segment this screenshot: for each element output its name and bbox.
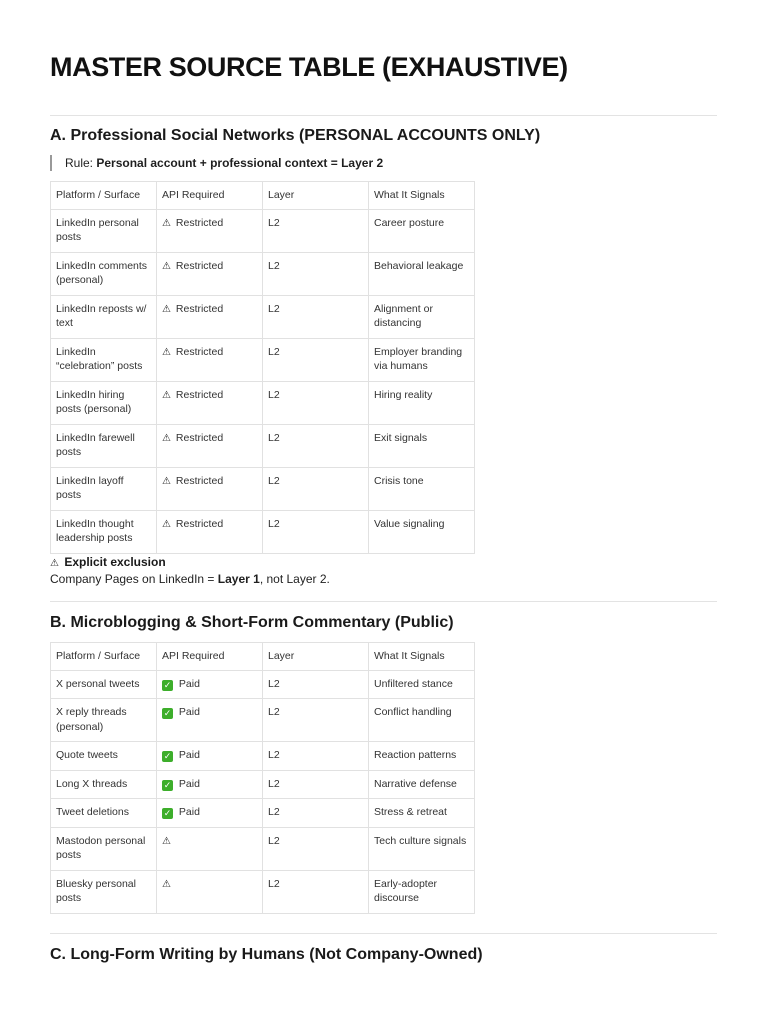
api-cell <box>157 338 263 381</box>
layer-cell: L2 <box>263 252 369 295</box>
warning-triangle-icon: ⚠ <box>162 835 171 847</box>
column-header: Platform / Surface <box>51 643 157 671</box>
table-row <box>51 742 475 771</box>
green-check-icon: ✓ <box>163 808 172 818</box>
platform-cell: Long X threads <box>51 770 157 799</box>
layer-cell: L2 <box>263 381 369 424</box>
layer-cell: L2 <box>263 699 369 742</box>
api-text: Restricted <box>175 345 224 358</box>
api-cell <box>157 252 263 295</box>
column-header: API Required <box>157 643 263 671</box>
layer-cell: L2 <box>263 209 369 252</box>
section-b-heading: B. Microblogging & Short-Form Commentary (Public) <box>50 614 454 631</box>
column-header: Layer <box>263 182 369 210</box>
api-cell <box>157 467 263 510</box>
platform-cell: LinkedIn reposts w/ text <box>51 295 157 338</box>
layer-cell: L2 <box>263 510 369 553</box>
table-row <box>51 699 475 742</box>
api-cell <box>157 770 263 799</box>
table-header-row <box>51 643 475 671</box>
layer-cell: L2 <box>263 424 369 467</box>
api-text: Restricted <box>175 474 224 487</box>
api-text: Restricted <box>175 431 224 444</box>
platform-cell: Quote tweets <box>51 742 157 771</box>
warning-triangle-icon: ⚠ <box>50 558 59 569</box>
api-cell <box>157 510 263 553</box>
signal-cell: Tech culture signals <box>369 827 475 870</box>
signal-cell: Career posture <box>369 209 475 252</box>
platform-cell: LinkedIn hiring posts (personal) <box>51 381 157 424</box>
table-row <box>51 252 475 295</box>
warning-triangle-icon: ⚠ <box>162 303 171 315</box>
api-text: Paid <box>178 749 200 761</box>
layer-cell: L2 <box>263 670 369 699</box>
warning-triangle-icon: ⚠ <box>162 217 171 229</box>
table-row <box>51 510 475 553</box>
table-row <box>51 670 475 699</box>
api-cell <box>157 870 263 913</box>
platform-cell: LinkedIn layoff posts <box>51 467 157 510</box>
exclusion-prefix: Company Pages on LinkedIn = <box>50 572 218 586</box>
signal-cell: Alignment or distancing <box>369 295 475 338</box>
platform-cell: LinkedIn farewell posts <box>51 424 157 467</box>
api-text: Paid <box>178 806 200 818</box>
exclusion-body <box>50 572 330 586</box>
green-check-icon: ✓ <box>163 751 172 761</box>
rule-label: Rule: <box>65 156 97 170</box>
layer-cell: L2 <box>263 295 369 338</box>
column-header: API Required <box>157 182 263 210</box>
signal-cell: Hiring reality <box>369 381 475 424</box>
platform-cell: LinkedIn thought leadership posts <box>51 510 157 553</box>
layer-cell: L2 <box>263 827 369 870</box>
warning-triangle-icon: ⚠ <box>162 518 171 530</box>
signal-cell: Unfiltered stance <box>369 670 475 699</box>
layer-cell: L2 <box>263 799 369 828</box>
section-c-heading: C. Long-Form Writing by Humans (Not Company-Owned) <box>50 946 483 963</box>
signal-cell: Narrative defense <box>369 770 475 799</box>
warning-triangle-icon: ⚠ <box>162 260 171 272</box>
layer-cell: L2 <box>263 742 369 771</box>
warning-triangle-icon: ⚠ <box>162 878 171 890</box>
api-cell <box>157 742 263 771</box>
api-text: Restricted <box>175 517 224 530</box>
warning-triangle-icon: ⚠ <box>162 475 171 487</box>
api-text: Restricted <box>175 302 224 315</box>
section-a-heading: A. Professional Social Networks (PERSONAL ACCOUNTS ONLY) <box>50 127 541 144</box>
section-divider <box>50 601 717 602</box>
platform-cell: Mastodon personal posts <box>51 827 157 870</box>
api-text: Paid <box>178 777 200 790</box>
layer-cell: L2 <box>263 338 369 381</box>
rule-callout <box>50 155 383 171</box>
section-divider <box>50 115 717 116</box>
table-row <box>51 870 475 913</box>
section-a-table <box>50 181 475 554</box>
signal-cell: Conflict handling <box>369 699 475 742</box>
warning-triangle-icon: ⚠ <box>162 389 171 401</box>
table-row <box>51 424 475 467</box>
signal-cell: Employer branding via humans <box>369 338 475 381</box>
layer-cell: L2 <box>263 770 369 799</box>
column-header: Platform / Surface <box>51 182 157 210</box>
table-row <box>51 381 475 424</box>
section-divider <box>50 933 717 934</box>
signal-cell: Stress & retreat <box>369 799 475 828</box>
column-header: What It Signals <box>369 643 475 671</box>
api-cell <box>157 424 263 467</box>
column-header: What It Signals <box>369 182 475 210</box>
green-check-icon: ✓ <box>163 679 172 690</box>
exclusion-bold: Layer 1 <box>217 572 260 586</box>
warning-triangle-icon: ⚠ <box>162 346 171 358</box>
platform-cell: X reply threads (personal) <box>51 699 157 742</box>
rule-text: Personal account + professional context = Layer 2 <box>96 156 384 170</box>
table-row <box>51 295 475 338</box>
table-row <box>51 209 475 252</box>
api-cell <box>157 827 263 870</box>
table-row <box>51 338 475 381</box>
exclusion-suffix: , not Layer 2. <box>259 572 330 586</box>
warning-triangle-icon: ⚠ <box>162 432 171 444</box>
signal-cell: Early-adopter discourse <box>369 870 475 913</box>
api-text: Restricted <box>175 216 224 229</box>
green-check-icon: ✓ <box>163 779 172 790</box>
table-header-row <box>51 182 475 210</box>
table-row <box>51 770 475 799</box>
exclusion-title <box>50 555 166 569</box>
signal-cell: Crisis tone <box>369 467 475 510</box>
table-row <box>51 467 475 510</box>
table-row <box>51 799 475 828</box>
signal-cell: Exit signals <box>369 424 475 467</box>
api-cell <box>157 295 263 338</box>
api-cell <box>157 799 263 828</box>
exclusion-title-text: Explicit exclusion <box>64 555 166 569</box>
platform-cell: LinkedIn personal posts <box>51 209 157 252</box>
platform-cell: Bluesky personal posts <box>51 870 157 913</box>
layer-cell: L2 <box>263 467 369 510</box>
signal-cell: Reaction patterns <box>369 742 475 771</box>
platform-cell: LinkedIn “celebration” posts <box>51 338 157 381</box>
api-cell <box>157 699 263 742</box>
api-cell <box>157 381 263 424</box>
api-text: Paid <box>178 677 200 690</box>
api-text: Restricted <box>175 388 224 401</box>
layer-cell: L2 <box>263 870 369 913</box>
green-check-icon: ✓ <box>163 708 172 718</box>
api-cell <box>157 670 263 699</box>
platform-cell: X personal tweets <box>51 670 157 699</box>
signal-cell: Value signaling <box>369 510 475 553</box>
column-header: Layer <box>263 643 369 671</box>
api-text: Paid <box>178 706 200 718</box>
api-text: Restricted <box>175 259 224 272</box>
page-title: MASTER SOURCE TABLE (EXHAUSTIVE) <box>50 52 568 82</box>
table-row <box>51 827 475 870</box>
api-cell <box>157 209 263 252</box>
platform-cell: LinkedIn comments (personal) <box>51 252 157 295</box>
signal-cell: Behavioral leakage <box>369 252 475 295</box>
platform-cell: Tweet deletions <box>51 799 157 828</box>
section-b-table <box>50 642 475 914</box>
